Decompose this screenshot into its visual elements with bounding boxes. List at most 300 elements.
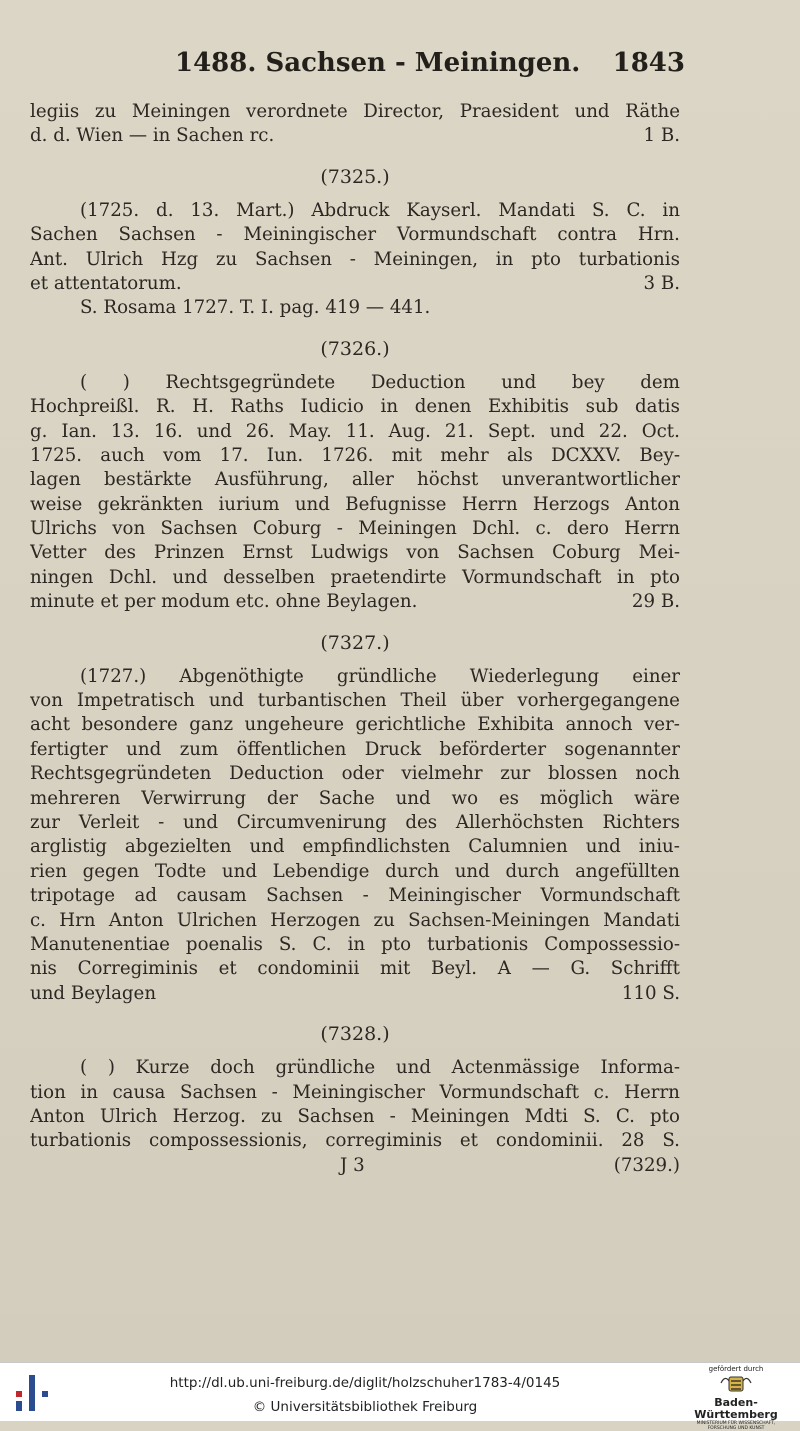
word: G. xyxy=(570,958,591,980)
word: Sachsen xyxy=(254,248,332,270)
word: Sachsen xyxy=(457,542,535,564)
word: Sachen xyxy=(30,224,98,246)
word: tion xyxy=(30,1081,66,1103)
word: S. xyxy=(583,1105,601,1127)
word: lagen xyxy=(30,469,81,491)
word: und xyxy=(585,836,621,858)
word: und xyxy=(549,420,585,442)
word: Meiningen, xyxy=(373,248,479,270)
word: nis xyxy=(30,958,57,980)
word: Compossessio- xyxy=(544,933,680,955)
word: und xyxy=(454,860,490,882)
word: und xyxy=(501,371,537,393)
word: Schrifft xyxy=(610,958,680,980)
word: causam xyxy=(176,885,247,907)
text-line xyxy=(30,420,680,444)
word: Iudicio xyxy=(300,396,364,418)
word: Herrn xyxy=(624,1081,680,1103)
word: in xyxy=(495,248,514,270)
line-page-count: (7329.) xyxy=(613,1154,680,1176)
word: ganz xyxy=(189,714,234,736)
text-line xyxy=(30,762,680,786)
body-text xyxy=(30,100,680,1178)
word: und xyxy=(208,690,244,712)
word: einer xyxy=(632,665,680,687)
word: Circumvenirung xyxy=(236,811,387,833)
text-line: S. Rosama 1727. T. I. pag. 419 — 441. xyxy=(80,297,431,319)
word: Sachsen xyxy=(297,1105,375,1127)
word: Theil xyxy=(400,690,447,712)
word: Sachsen xyxy=(266,885,344,907)
word: unverantwortlicher xyxy=(501,469,680,491)
word: Rechtsgegründete xyxy=(165,371,336,393)
word: blossen xyxy=(548,763,618,785)
word: Vormundschaft xyxy=(439,1081,580,1103)
text-line xyxy=(30,248,680,272)
entry-number: (7325.) xyxy=(320,165,390,188)
word: - xyxy=(389,1105,396,1127)
word: Sept. xyxy=(487,420,536,442)
word: mehreren xyxy=(30,787,121,809)
word: desselben xyxy=(223,566,315,588)
word: Abdruck xyxy=(311,199,390,221)
word: zum xyxy=(179,738,219,760)
word: in xyxy=(380,396,399,418)
word: in xyxy=(80,1081,98,1103)
text-line xyxy=(30,1129,680,1153)
copyright-notice: © Universitätsbibliothek Freiburg xyxy=(252,1399,478,1415)
word: Meiningen xyxy=(131,101,231,122)
page-header xyxy=(175,48,685,88)
word: Herzogs xyxy=(532,493,610,515)
page-number: 1843 xyxy=(612,48,685,78)
word: C. xyxy=(626,199,646,221)
text-line xyxy=(30,1105,680,1129)
word: Anton xyxy=(108,909,164,931)
text-line xyxy=(30,933,680,957)
word: vielmehr xyxy=(401,763,483,785)
word: und xyxy=(196,420,232,442)
word: angefüllten xyxy=(575,860,680,882)
word: Räthe xyxy=(625,101,680,122)
word: in xyxy=(662,199,680,221)
word: Meiningen xyxy=(358,518,457,540)
word: (1727.) xyxy=(80,665,147,687)
word: rien xyxy=(30,860,67,882)
word: - xyxy=(158,811,165,833)
word: Anton xyxy=(30,1105,85,1127)
word: Iun. xyxy=(266,444,304,466)
word: Sachsen xyxy=(118,224,196,246)
word: mehr xyxy=(440,444,489,466)
word: Allerhöchsten xyxy=(455,811,584,833)
word: Prinzen xyxy=(153,542,225,564)
word: Sachsen xyxy=(160,518,238,540)
text-line xyxy=(30,590,680,614)
text-line xyxy=(30,811,680,835)
word: turbationis xyxy=(30,1130,132,1152)
word: verordnete xyxy=(246,101,348,122)
word: annoch xyxy=(565,714,633,736)
word: d. xyxy=(156,199,174,221)
word: Informa- xyxy=(600,1057,680,1079)
word: 1725. xyxy=(30,444,83,466)
word: wäre xyxy=(634,787,680,809)
word: May. xyxy=(288,420,332,442)
word: in xyxy=(347,933,366,955)
word: ( xyxy=(80,371,88,393)
word: Deduction xyxy=(229,763,324,785)
word: legiis xyxy=(30,101,80,122)
word: gegen xyxy=(82,860,140,882)
word: compossessionis, xyxy=(149,1130,308,1152)
word: gründliche xyxy=(336,665,437,687)
text-line xyxy=(30,272,680,296)
text-line xyxy=(30,787,680,811)
word: C. xyxy=(312,933,332,955)
word: doch xyxy=(210,1057,255,1079)
word: praetendirte xyxy=(330,566,447,588)
text-line xyxy=(30,493,680,517)
word: Raths xyxy=(230,396,284,418)
word: empfindlichsten xyxy=(302,836,451,858)
word: S. xyxy=(591,199,610,221)
word: condominii xyxy=(257,958,360,980)
text-line xyxy=(30,738,680,762)
text-line xyxy=(30,371,680,395)
word: Mart.) xyxy=(236,199,295,221)
word: und xyxy=(294,493,330,515)
word: turbantischen xyxy=(257,690,387,712)
word: ver- xyxy=(644,714,680,736)
sponsor-logo xyxy=(686,1365,786,1431)
word: auch xyxy=(100,444,145,466)
line-text: J 3 xyxy=(340,1154,365,1176)
word: Ian. xyxy=(61,420,97,442)
word: poenalis xyxy=(185,933,263,955)
word: vom xyxy=(162,444,202,466)
word: Kurze xyxy=(135,1057,190,1079)
word: (1725. xyxy=(80,199,140,221)
word: pto xyxy=(531,248,561,270)
word: condominii. xyxy=(495,1130,604,1152)
text-line xyxy=(30,835,680,859)
word: Ausführung, xyxy=(214,469,329,491)
word: Beyl. xyxy=(431,958,478,980)
word: und xyxy=(395,1057,431,1079)
permalink-url[interactable]: http://dl.ub.uni-freiburg.de/diglit/holzschuher1783-4/0145 xyxy=(169,1375,561,1391)
word: mit xyxy=(379,958,411,980)
text-line xyxy=(30,884,680,908)
word: Exhibita xyxy=(477,714,554,736)
word: H. xyxy=(192,396,214,418)
word: über xyxy=(460,690,504,712)
word: turbationis xyxy=(578,248,680,270)
word: Wiederlegung xyxy=(469,665,600,687)
word: corregiminis xyxy=(325,1130,443,1152)
word: ) xyxy=(107,1057,115,1079)
text-line xyxy=(30,223,680,247)
word: ningen xyxy=(30,566,94,588)
word: pto xyxy=(650,566,680,588)
word: Praesident xyxy=(459,101,559,122)
word: Manutenentiae xyxy=(30,933,170,955)
text-line xyxy=(30,517,680,541)
word: Verwirrung xyxy=(141,787,246,809)
word: zu xyxy=(373,909,395,931)
word: 22. xyxy=(598,420,628,442)
word: Meiningischer xyxy=(292,1081,425,1103)
word: Aug. xyxy=(388,420,431,442)
word: besondere xyxy=(81,714,178,736)
word: zur xyxy=(30,811,60,833)
line-text: minute et per modum etc. ohne Beylagen. xyxy=(30,591,418,613)
word: des xyxy=(104,542,136,564)
word: Ulrich xyxy=(85,248,144,270)
word: von xyxy=(406,542,440,564)
text-line xyxy=(30,124,680,148)
word: Mandati xyxy=(498,199,576,221)
word: weise xyxy=(30,493,83,515)
word: arglistig xyxy=(30,836,107,858)
word: Ludwigs xyxy=(310,542,389,564)
line-page-count: 3 B. xyxy=(643,272,680,294)
word: Meiningischer xyxy=(388,885,521,907)
text-line xyxy=(30,541,680,565)
word: von xyxy=(30,690,63,712)
word: c. xyxy=(593,1081,610,1103)
word: 21. xyxy=(444,420,474,442)
word: Ulrich xyxy=(99,1105,158,1127)
word: und xyxy=(172,566,208,588)
word: oder xyxy=(341,763,384,785)
sponsor-subtitle: MINISTERIUM FÜR WISSENSCHAFT, FORSCHUNG UND KUNST xyxy=(696,1421,776,1431)
word: Hrn. xyxy=(637,224,680,246)
word: - xyxy=(271,1081,278,1103)
word: Herrn xyxy=(461,493,518,515)
word: Mei- xyxy=(638,542,680,564)
word: A xyxy=(497,958,511,980)
word: beförderter xyxy=(439,738,547,760)
word: und xyxy=(221,860,257,882)
text-line xyxy=(30,860,680,884)
word: 16. xyxy=(153,420,183,442)
word: Hochpreißl. xyxy=(30,396,140,418)
word: 26. xyxy=(245,420,275,442)
word: noch xyxy=(635,763,680,785)
text-line xyxy=(30,1154,680,1178)
word: Ernst xyxy=(242,542,293,564)
word: 17. xyxy=(219,444,249,466)
text-line xyxy=(30,100,680,124)
word: gerichtliche xyxy=(355,714,466,736)
word: DCXXV. xyxy=(551,444,622,466)
text-line xyxy=(30,689,680,713)
word: Deduction xyxy=(370,371,466,393)
word: 13. xyxy=(110,420,140,442)
word: Abgenöthigte xyxy=(179,665,304,687)
word: Sachsen-Meiningen xyxy=(408,909,590,931)
text-line xyxy=(30,713,680,737)
word: Coburg xyxy=(252,518,322,540)
word: Lebendige xyxy=(272,860,370,882)
entry-number: (7327.) xyxy=(320,631,390,654)
word: höchst xyxy=(417,469,479,491)
word: turbationis xyxy=(427,933,529,955)
word: et xyxy=(218,958,237,980)
word: fertigter xyxy=(30,738,108,760)
word: und xyxy=(182,811,219,833)
word: mit xyxy=(391,444,423,466)
word: bestärkte xyxy=(103,469,192,491)
word: datis xyxy=(635,396,680,418)
word: möglich xyxy=(539,787,614,809)
line-page-count: 110 S. xyxy=(621,982,680,1004)
word: Rechtsgegründeten xyxy=(30,763,212,785)
word: Todte xyxy=(154,860,207,882)
text-line xyxy=(30,444,680,468)
sponsor-name: Baden-Württemberg xyxy=(694,1396,778,1421)
word: ) xyxy=(122,371,130,393)
word: g. xyxy=(30,420,48,442)
word: 13. xyxy=(190,199,220,221)
word: Herzogen xyxy=(270,909,361,931)
word: Oct. xyxy=(641,420,680,442)
word: Director, xyxy=(363,101,445,122)
word: und xyxy=(395,787,431,809)
word: sogenannter xyxy=(564,738,680,760)
word: c. xyxy=(535,518,552,540)
word: c. xyxy=(30,909,46,931)
word: Ulrichen xyxy=(176,909,257,931)
word: R. xyxy=(156,396,176,418)
word: Exhibitis xyxy=(487,396,569,418)
word: Ulrichs xyxy=(30,518,97,540)
word: - xyxy=(349,248,356,270)
line-text: und Beylagen xyxy=(30,982,157,1004)
word: 11. xyxy=(345,420,375,442)
text-line xyxy=(30,566,680,590)
word: und xyxy=(574,101,610,122)
word: Mandati xyxy=(603,909,680,931)
word: contra xyxy=(557,224,618,246)
word: und xyxy=(249,836,285,858)
sponsor-caption: gefördert durch xyxy=(708,1365,764,1373)
word: vorhergegangene xyxy=(517,690,680,712)
word: - xyxy=(336,518,343,540)
entry-number: (7326.) xyxy=(320,337,390,360)
word: als xyxy=(506,444,533,466)
word: Druck xyxy=(364,738,421,760)
word: Meiningen xyxy=(410,1105,510,1127)
line-page-count: 1 B. xyxy=(643,125,680,147)
word: 28 xyxy=(621,1130,645,1152)
entry-number: (7328.) xyxy=(320,1023,390,1046)
word: wo xyxy=(451,787,479,809)
word: Impetratisch xyxy=(76,690,195,712)
word: Bey- xyxy=(639,444,680,466)
word: bey xyxy=(571,371,605,393)
word: Coburg xyxy=(552,542,621,564)
word: gekränkten xyxy=(97,493,204,515)
word: und xyxy=(126,738,162,760)
text-line xyxy=(30,665,680,689)
word: der xyxy=(266,787,298,809)
word: tripotage xyxy=(30,885,115,907)
word: Vormundschaft xyxy=(461,566,602,588)
text-line xyxy=(30,468,680,492)
word: ( xyxy=(80,1057,88,1079)
word: acht xyxy=(30,714,71,736)
word: Richters xyxy=(602,811,680,833)
word: ad xyxy=(134,885,157,907)
word: Befugnisse xyxy=(345,493,447,515)
word: pto xyxy=(650,1105,680,1127)
word: gründliche xyxy=(275,1057,376,1079)
word: Hzg xyxy=(161,248,199,270)
word: zur xyxy=(500,763,531,785)
word: es xyxy=(498,787,519,809)
word: S. xyxy=(278,933,297,955)
line-text: d. d. Wien — in Sachen rc. xyxy=(30,125,275,147)
word: aller xyxy=(351,469,394,491)
word: Calumnien xyxy=(468,836,568,858)
word: zu xyxy=(261,1105,283,1127)
word: iurium xyxy=(218,493,280,515)
word: C. xyxy=(615,1105,635,1127)
text-line xyxy=(30,982,680,1006)
word: Hrn xyxy=(59,909,96,931)
word: zu xyxy=(94,101,117,122)
word: dem xyxy=(640,371,680,393)
word: - xyxy=(362,885,369,907)
word: Corregiminis xyxy=(77,958,198,980)
word: durch xyxy=(505,860,560,882)
word: Anton xyxy=(625,493,680,515)
word: dero xyxy=(566,518,609,540)
word: Meiningischer xyxy=(243,224,377,246)
line-text: et attentatorum. xyxy=(30,272,182,294)
word: sub xyxy=(585,396,619,418)
text-line xyxy=(30,1081,680,1105)
text-line xyxy=(30,199,680,223)
word: Verleit xyxy=(78,811,140,833)
word: pto xyxy=(381,933,412,955)
word: Vormundschaft xyxy=(540,885,680,907)
word: zu xyxy=(215,248,238,270)
word: Herrn xyxy=(624,518,680,540)
word: öffentlichen xyxy=(236,738,347,760)
word: Mdti xyxy=(524,1105,568,1127)
word: abgezielten xyxy=(124,836,232,858)
word: causa xyxy=(112,1081,166,1103)
text-line xyxy=(30,957,680,981)
text-line xyxy=(30,1056,680,1080)
coat-of-arms-icon xyxy=(719,1373,753,1393)
word: iniu- xyxy=(638,836,680,858)
line-page-count: 29 B. xyxy=(631,591,680,613)
word: Dchl. xyxy=(472,518,521,540)
word: von xyxy=(112,518,146,540)
footer-bar xyxy=(0,1362,800,1431)
word: - xyxy=(216,224,223,246)
word: Kayserl. xyxy=(406,199,482,221)
word: Herzog. xyxy=(172,1105,246,1127)
running-title: 1488. Sachsen - Meiningen. xyxy=(175,48,581,78)
word: in xyxy=(617,566,635,588)
word: 1726. xyxy=(321,444,374,466)
word: des xyxy=(405,811,438,833)
